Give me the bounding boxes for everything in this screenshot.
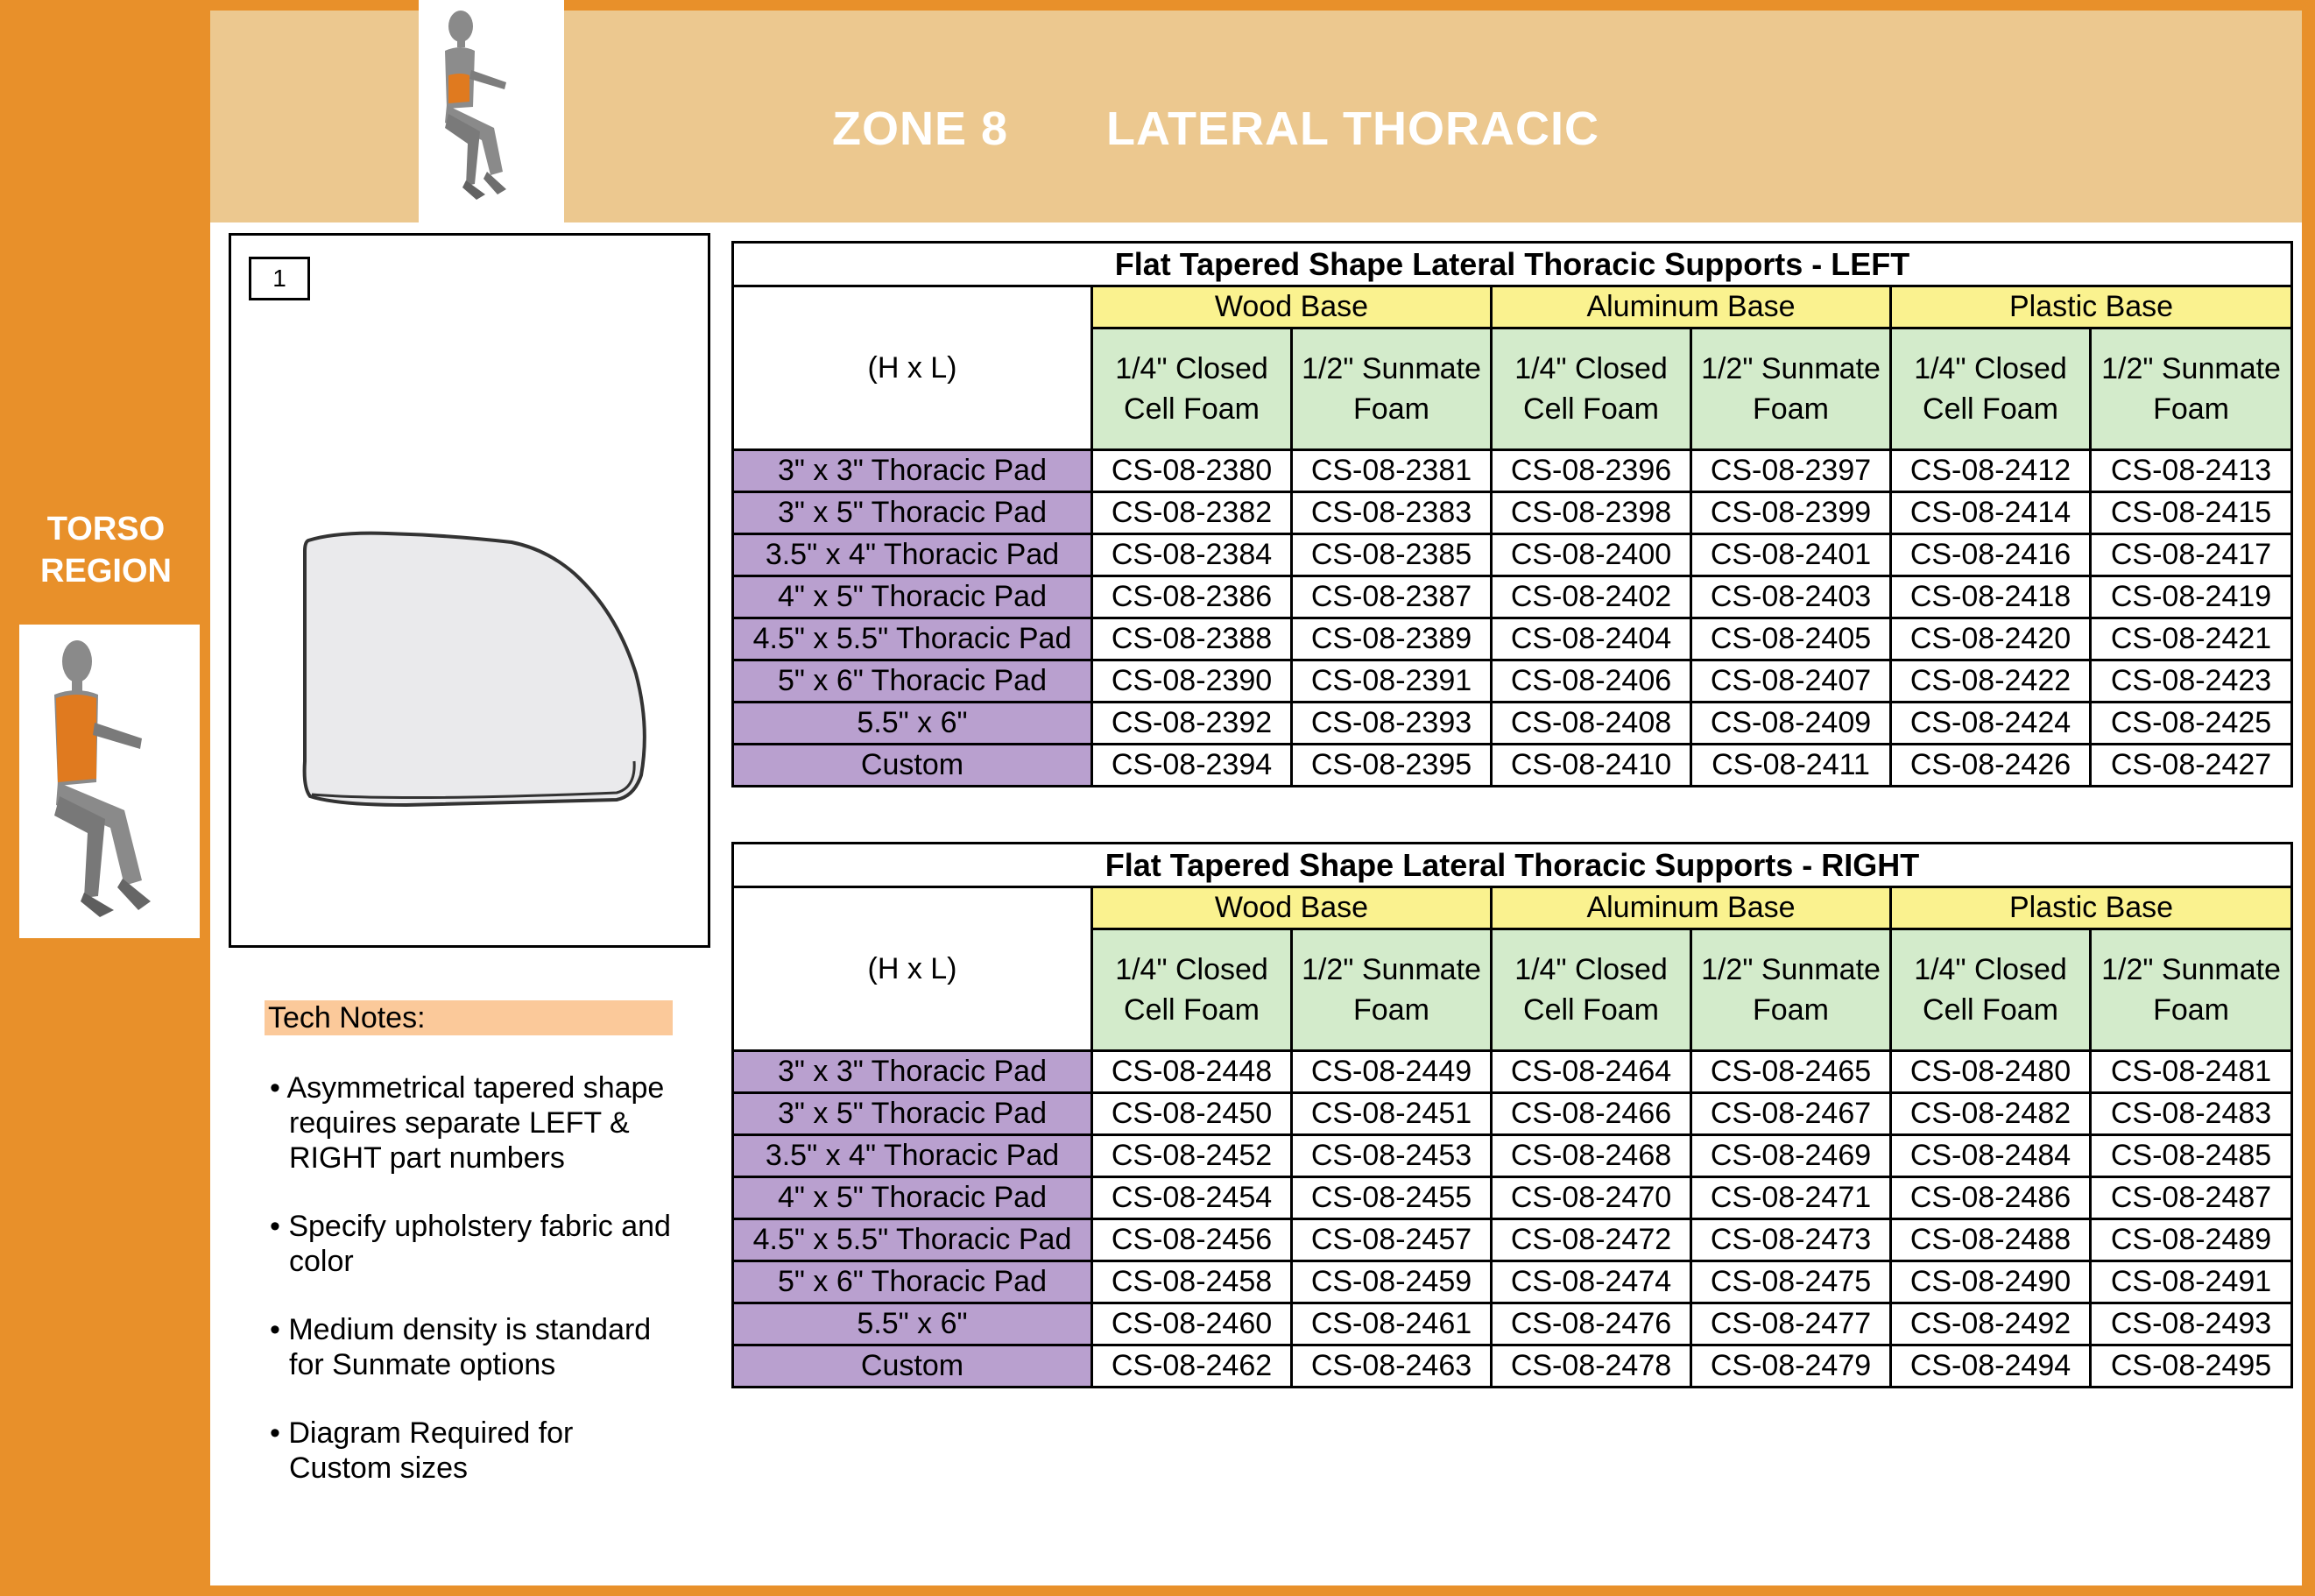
part-number-cell: CS-08-2479 bbox=[1691, 1345, 1891, 1388]
foam-header: 1/4" Closed Cell Foam bbox=[1092, 328, 1292, 450]
part-number-cell: CS-08-2469 bbox=[1691, 1135, 1891, 1177]
table-row bbox=[733, 450, 2292, 492]
part-number-cell: CS-08-2422 bbox=[1891, 660, 2091, 703]
part-number-cell: CS-08-2389 bbox=[1292, 618, 1492, 660]
size-cell: 5.5" x 6" bbox=[733, 703, 1092, 745]
size-cell: 3.5" x 4" Thoracic Pad bbox=[733, 534, 1092, 576]
part-number-cell: CS-08-2449 bbox=[1292, 1051, 1492, 1093]
size-cell: 4.5" x 5.5" Thoracic Pad bbox=[733, 618, 1092, 660]
part-number-cell: CS-08-2459 bbox=[1292, 1261, 1492, 1303]
part-number-cell: CS-08-2463 bbox=[1292, 1345, 1492, 1388]
part-number-cell: CS-08-2454 bbox=[1092, 1177, 1292, 1219]
part-number-cell: CS-08-2393 bbox=[1292, 703, 1492, 745]
part-number-cell: CS-08-2470 bbox=[1492, 1177, 1691, 1219]
plastic-base-header: Plastic Base bbox=[1891, 286, 2292, 328]
part-number-cell: CS-08-2477 bbox=[1691, 1303, 1891, 1345]
part-number-cell: CS-08-2403 bbox=[1691, 576, 1891, 618]
part-number-cell: CS-08-2478 bbox=[1492, 1345, 1691, 1388]
size-cell: Custom bbox=[733, 745, 1092, 787]
foam-header: 1/2" Sunmate Foam bbox=[2091, 328, 2292, 450]
page-title: LATERAL THORACIC bbox=[1106, 102, 1599, 155]
foam-header: 1/4" Closed Cell Foam bbox=[1891, 929, 2091, 1051]
part-number-cell: CS-08-2381 bbox=[1292, 450, 1492, 492]
part-number-cell: CS-08-2472 bbox=[1492, 1219, 1691, 1261]
wood-base-header: Wood Base bbox=[1092, 286, 1492, 328]
table-row bbox=[733, 576, 2292, 618]
part-number-cell: CS-08-2409 bbox=[1691, 703, 1891, 745]
size-cell: 3.5" x 4" Thoracic Pad bbox=[733, 1135, 1092, 1177]
seated-figure-icon bbox=[19, 625, 200, 938]
part-number-cell: CS-08-2383 bbox=[1292, 492, 1492, 534]
size-column-header: (H x L) bbox=[733, 887, 1092, 1051]
part-number-cell: CS-08-2462 bbox=[1092, 1345, 1292, 1388]
tech-note-item: • Specify upholstery fabric and color bbox=[270, 1210, 671, 1278]
size-cell: 4.5" x 5.5" Thoracic Pad bbox=[733, 1219, 1092, 1261]
tech-note-item: • Asymmetrical tapered shape requires separate LEFT & RIGHT part numbers bbox=[270, 1071, 665, 1175]
part-number-cell: CS-08-2465 bbox=[1691, 1051, 1891, 1093]
part-number-cell: CS-08-2391 bbox=[1292, 660, 1492, 703]
part-number-cell: CS-08-2392 bbox=[1092, 703, 1292, 745]
tech-notes-list bbox=[270, 1070, 673, 1519]
part-number-cell: CS-08-2476 bbox=[1492, 1303, 1691, 1345]
size-cell: 4" x 5" Thoracic Pad bbox=[733, 1177, 1092, 1219]
part-number-cell: CS-08-2487 bbox=[2091, 1177, 2292, 1219]
foam-header: 1/4" Closed Cell Foam bbox=[1492, 929, 1691, 1051]
part-number-cell: CS-08-2388 bbox=[1092, 618, 1292, 660]
part-number-cell: CS-08-2492 bbox=[1891, 1303, 2091, 1345]
part-number-cell: CS-08-2412 bbox=[1891, 450, 2091, 492]
size-cell: 5" x 6" Thoracic Pad bbox=[733, 660, 1092, 703]
part-number-cell: CS-08-2464 bbox=[1492, 1051, 1691, 1093]
aluminum-base-header: Aluminum Base bbox=[1492, 887, 1891, 929]
part-number-cell: CS-08-2397 bbox=[1691, 450, 1891, 492]
part-number-cell: CS-08-2386 bbox=[1092, 576, 1292, 618]
tapered-pad-diagram bbox=[231, 236, 708, 945]
part-number-cell: CS-08-2490 bbox=[1891, 1261, 2091, 1303]
part-number-cell: CS-08-2475 bbox=[1691, 1261, 1891, 1303]
part-number-cell: CS-08-2466 bbox=[1492, 1093, 1691, 1135]
part-number-cell: CS-08-2420 bbox=[1891, 618, 2091, 660]
table-row bbox=[733, 1303, 2292, 1345]
wood-base-header: Wood Base bbox=[1092, 887, 1492, 929]
size-cell: 4" x 5" Thoracic Pad bbox=[733, 576, 1092, 618]
part-number-cell: CS-08-2400 bbox=[1492, 534, 1691, 576]
part-number-cell: CS-08-2488 bbox=[1891, 1219, 2091, 1261]
table-row bbox=[733, 660, 2292, 703]
part-number-cell: CS-08-2483 bbox=[2091, 1093, 2292, 1135]
part-number-cell: CS-08-2399 bbox=[1691, 492, 1891, 534]
part-number-cell: CS-08-2481 bbox=[2091, 1051, 2292, 1093]
part-number-cell: CS-08-2382 bbox=[1092, 492, 1292, 534]
part-number-cell: CS-08-2419 bbox=[2091, 576, 2292, 618]
part-number-cell: CS-08-2494 bbox=[1891, 1345, 2091, 1388]
part-number-cell: CS-08-2416 bbox=[1891, 534, 2091, 576]
part-number-cell: CS-08-2493 bbox=[2091, 1303, 2292, 1345]
left-supports-table bbox=[731, 241, 2293, 787]
part-number-cell: CS-08-2411 bbox=[1691, 745, 1891, 787]
part-number-cell: CS-08-2458 bbox=[1092, 1261, 1292, 1303]
size-cell: 3" x 3" Thoracic Pad bbox=[733, 450, 1092, 492]
part-number-cell: CS-08-2471 bbox=[1691, 1177, 1891, 1219]
part-number-cell: CS-08-2387 bbox=[1292, 576, 1492, 618]
diagram-box bbox=[229, 233, 710, 948]
size-cell: Custom bbox=[733, 1345, 1092, 1388]
table-title: Flat Tapered Shape Lateral Thoracic Supports - RIGHT bbox=[733, 844, 2292, 887]
seated-figure-icon bbox=[419, 0, 564, 222]
foam-header: 1/2" Sunmate Foam bbox=[2091, 929, 2292, 1051]
size-cell: 3" x 5" Thoracic Pad bbox=[733, 1093, 1092, 1135]
part-number-cell: CS-08-2413 bbox=[2091, 450, 2292, 492]
part-number-cell: CS-08-2486 bbox=[1891, 1177, 2091, 1219]
table-row bbox=[733, 1051, 2292, 1093]
part-number-cell: CS-08-2461 bbox=[1292, 1303, 1492, 1345]
part-number-cell: CS-08-2423 bbox=[2091, 660, 2292, 703]
part-number-cell: CS-08-2406 bbox=[1492, 660, 1691, 703]
part-number-cell: CS-08-2402 bbox=[1492, 576, 1691, 618]
part-number-cell: CS-08-2468 bbox=[1492, 1135, 1691, 1177]
part-number-cell: CS-08-2460 bbox=[1092, 1303, 1292, 1345]
part-number-cell: CS-08-2401 bbox=[1691, 534, 1891, 576]
part-number-cell: CS-08-2424 bbox=[1891, 703, 2091, 745]
part-number-cell: CS-08-2452 bbox=[1092, 1135, 1292, 1177]
tech-notes-title: Tech Notes: bbox=[265, 1000, 673, 1035]
part-number-cell: CS-08-2450 bbox=[1092, 1093, 1292, 1135]
region-figure bbox=[19, 625, 200, 938]
foam-header: 1/2" Sunmate Foam bbox=[1691, 328, 1891, 450]
foam-header: 1/2" Sunmate Foam bbox=[1292, 929, 1492, 1051]
foam-header: 1/2" Sunmate Foam bbox=[1691, 929, 1891, 1051]
part-number-cell: CS-08-2426 bbox=[1891, 745, 2091, 787]
size-cell: 5.5" x 6" bbox=[733, 1303, 1092, 1345]
part-number-cell: CS-08-2380 bbox=[1092, 450, 1292, 492]
table-row bbox=[733, 534, 2292, 576]
plastic-base-header: Plastic Base bbox=[1891, 887, 2292, 929]
part-number-cell: CS-08-2395 bbox=[1292, 745, 1492, 787]
table-row bbox=[733, 745, 2292, 787]
size-cell: 5" x 6" Thoracic Pad bbox=[733, 1261, 1092, 1303]
part-number-cell: CS-08-2427 bbox=[2091, 745, 2292, 787]
part-number-cell: CS-08-2398 bbox=[1492, 492, 1691, 534]
part-number-cell: CS-08-2414 bbox=[1891, 492, 2091, 534]
table-row bbox=[733, 1219, 2292, 1261]
part-number-cell: CS-08-2480 bbox=[1891, 1051, 2091, 1093]
part-number-cell: CS-08-2491 bbox=[2091, 1261, 2292, 1303]
part-number-cell: CS-08-2394 bbox=[1092, 745, 1292, 787]
size-cell: 3" x 3" Thoracic Pad bbox=[733, 1051, 1092, 1093]
aluminum-base-header: Aluminum Base bbox=[1492, 286, 1891, 328]
part-number-cell: CS-08-2453 bbox=[1292, 1135, 1492, 1177]
part-number-cell: CS-08-2485 bbox=[2091, 1135, 2292, 1177]
part-number-cell: CS-08-2489 bbox=[2091, 1219, 2292, 1261]
part-number-cell: CS-08-2495 bbox=[2091, 1345, 2292, 1388]
part-number-cell: CS-08-2474 bbox=[1492, 1261, 1691, 1303]
part-number-cell: CS-08-2456 bbox=[1092, 1219, 1292, 1261]
table-row bbox=[733, 1345, 2292, 1388]
part-number-cell: CS-08-2390 bbox=[1092, 660, 1292, 703]
part-number-cell: CS-08-2415 bbox=[2091, 492, 2292, 534]
part-number-cell: CS-08-2385 bbox=[1292, 534, 1492, 576]
diagram-number: 1 bbox=[249, 257, 310, 300]
part-number-cell: CS-08-2467 bbox=[1691, 1093, 1891, 1135]
table-row bbox=[733, 1093, 2292, 1135]
foam-header: 1/2" Sunmate Foam bbox=[1292, 328, 1492, 450]
table-title: Flat Tapered Shape Lateral Thoracic Supports - LEFT bbox=[733, 243, 2292, 286]
size-cell: 3" x 5" Thoracic Pad bbox=[733, 492, 1092, 534]
table-row bbox=[733, 703, 2292, 745]
part-number-cell: CS-08-2451 bbox=[1292, 1093, 1492, 1135]
part-number-cell: CS-08-2405 bbox=[1691, 618, 1891, 660]
part-number-cell: CS-08-2396 bbox=[1492, 450, 1691, 492]
part-number-cell: CS-08-2457 bbox=[1292, 1219, 1492, 1261]
tech-note-item: • Diagram Required for Custom sizes bbox=[270, 1416, 574, 1485]
table-row bbox=[733, 1177, 2292, 1219]
right-supports-table bbox=[731, 842, 2293, 1388]
part-number-cell: CS-08-2384 bbox=[1092, 534, 1292, 576]
part-number-cell: CS-08-2484 bbox=[1891, 1135, 2091, 1177]
part-number-cell: CS-08-2418 bbox=[1891, 576, 2091, 618]
table-row bbox=[733, 492, 2292, 534]
table-row bbox=[733, 1135, 2292, 1177]
table-row bbox=[733, 1261, 2292, 1303]
part-number-cell: CS-08-2421 bbox=[2091, 618, 2292, 660]
zone-number: ZONE 8 bbox=[832, 102, 1009, 155]
part-number-cell: CS-08-2448 bbox=[1092, 1051, 1292, 1093]
foam-header: 1/4" Closed Cell Foam bbox=[1092, 929, 1292, 1051]
tech-note-item: • Medium density is standard for Sunmate options bbox=[270, 1313, 652, 1381]
part-number-cell: CS-08-2404 bbox=[1492, 618, 1691, 660]
region-label: TORSO REGION bbox=[40, 511, 172, 590]
part-number-cell: CS-08-2425 bbox=[2091, 703, 2292, 745]
part-number-cell: CS-08-2407 bbox=[1691, 660, 1891, 703]
part-number-cell: CS-08-2482 bbox=[1891, 1093, 2091, 1135]
foam-header: 1/4" Closed Cell Foam bbox=[1891, 328, 2091, 450]
part-number-cell: CS-08-2408 bbox=[1492, 703, 1691, 745]
part-number-cell: CS-08-2473 bbox=[1691, 1219, 1891, 1261]
foam-header: 1/4" Closed Cell Foam bbox=[1492, 328, 1691, 450]
size-column-header: (H x L) bbox=[733, 286, 1092, 450]
seated-figure-thumbnail bbox=[419, 0, 564, 222]
part-number-cell: CS-08-2417 bbox=[2091, 534, 2292, 576]
part-number-cell: CS-08-2455 bbox=[1292, 1177, 1492, 1219]
part-number-cell: CS-08-2410 bbox=[1492, 745, 1691, 787]
table-row bbox=[733, 618, 2292, 660]
